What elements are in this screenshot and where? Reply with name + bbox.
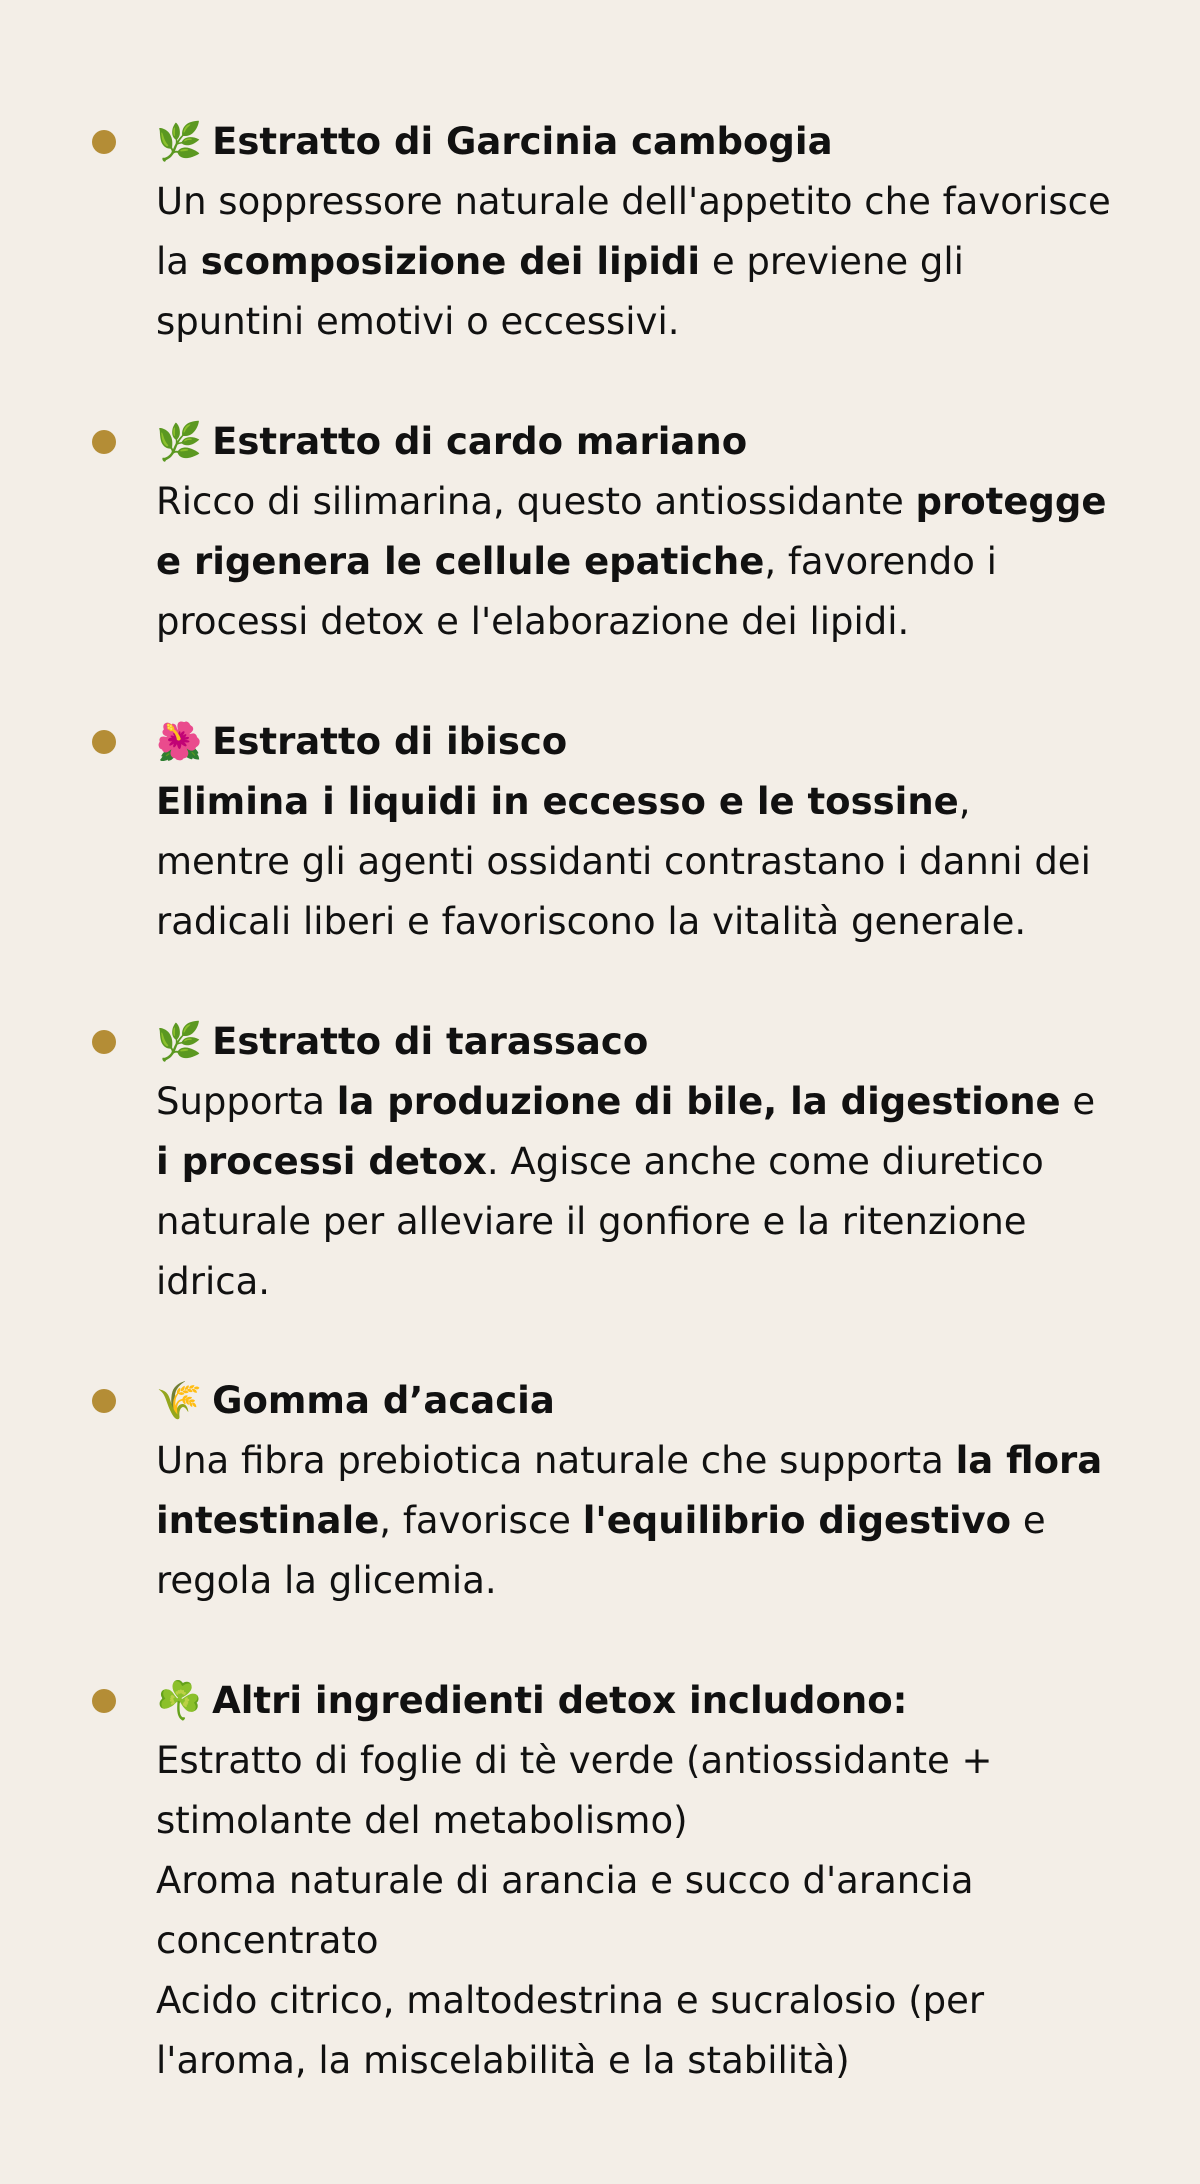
- item-title-text: Gomma d’acacia: [212, 1379, 555, 1422]
- description-text: e regola la glicemia.: [156, 1499, 1046, 1602]
- description-text: Una fibra prebiotica naturale che supporta: [156, 1439, 956, 1482]
- item-title: [156, 1012, 1116, 1072]
- description-emphasis: la flora intestinale: [156, 1439, 1103, 1542]
- item-title-text: Estratto di ibisco: [212, 720, 568, 763]
- herb-icon: 🌿: [156, 1020, 203, 1063]
- item-title: [156, 1371, 1116, 1431]
- item-title: [156, 1671, 1116, 1731]
- item-title-text: Estratto di tarassaco: [212, 1020, 649, 1063]
- description-emphasis: la produzione di bile, la digestione: [336, 1080, 1061, 1123]
- bullet-icon: [92, 730, 116, 754]
- description-text: e: [1060, 1080, 1096, 1123]
- herb-icon: 🌿: [156, 420, 203, 463]
- bullet-icon: [92, 430, 116, 454]
- description-emphasis: protegge e rigenera le cellule epatiche: [156, 480, 1107, 583]
- item-content: [156, 1371, 1116, 1611]
- item-content: [156, 1012, 1116, 1312]
- description-text: Un soppressore naturale dell'appetito che favorisce la: [156, 180, 1111, 283]
- item-title: [156, 712, 1116, 772]
- description-text: , mentre gli agenti ossidanti contrastano i danni dei radicali liberi e favoriscono la vitalità generale.: [156, 780, 1091, 943]
- description-text: Ricco di silimarina, questo antiossidante: [156, 480, 916, 523]
- item-title: [156, 112, 1116, 172]
- item-description: [156, 1072, 1116, 1312]
- bullet-icon: [92, 1030, 116, 1054]
- description-text: , favorisce: [379, 1499, 583, 1542]
- item-description: [156, 1431, 1116, 1611]
- item-description: [156, 1731, 1116, 2091]
- item-description: [156, 772, 1116, 952]
- bullet-icon: [92, 1389, 116, 1413]
- description-text: . Agisce anche come diuretico naturale per alleviare il gonfiore e la ritenzione idrica.: [156, 1140, 1044, 1303]
- ingredient-line: Estratto di foglie di tè verde (antiossidante + stimolante del metabolismo): [156, 1739, 993, 1842]
- item-title-text: Altri ingredienti detox includono:: [212, 1679, 908, 1722]
- bullet-icon: [92, 130, 116, 154]
- description-text: Supporta: [156, 1080, 337, 1123]
- hibiscus-icon: 🌺: [156, 720, 203, 763]
- item-title-text: Estratto di cardo mariano: [212, 420, 748, 463]
- description-emphasis: scomposizione dei lipidi: [200, 240, 701, 283]
- description-text: , favorendo i processi detox e l'elaborazione dei lipidi.: [156, 540, 997, 643]
- bullet-icon: [92, 1689, 116, 1713]
- item-title-text: Estratto di Garcinia cambogia: [212, 120, 833, 163]
- item-content: [156, 112, 1116, 352]
- item-description: [156, 472, 1116, 652]
- item-description: [156, 172, 1116, 352]
- ingredient-line: Aroma naturale di arancia e succo d'arancia concentrato: [156, 1859, 974, 1962]
- item-content: [156, 1671, 1116, 2091]
- description-emphasis: i processi detox: [156, 1140, 487, 1183]
- description-emphasis: Elimina i liquidi in eccesso e le tossine: [156, 780, 959, 823]
- herb-icon: 🌿: [156, 120, 203, 163]
- description-text: e previene gli spuntini emotivi o eccessivi.: [156, 240, 964, 343]
- description-emphasis: l'equilibrio digestivo: [582, 1499, 1012, 1542]
- item-content: [156, 712, 1116, 952]
- shamrock-icon: ☘️: [156, 1679, 203, 1722]
- item-content: [156, 412, 1116, 652]
- grain-icon: 🌾: [156, 1379, 203, 1422]
- item-title: [156, 412, 1116, 472]
- ingredient-line: Acido citrico, maltodestrina e sucralosio (per l'aroma, la miscelabilità e la stabilità): [156, 1979, 985, 2082]
